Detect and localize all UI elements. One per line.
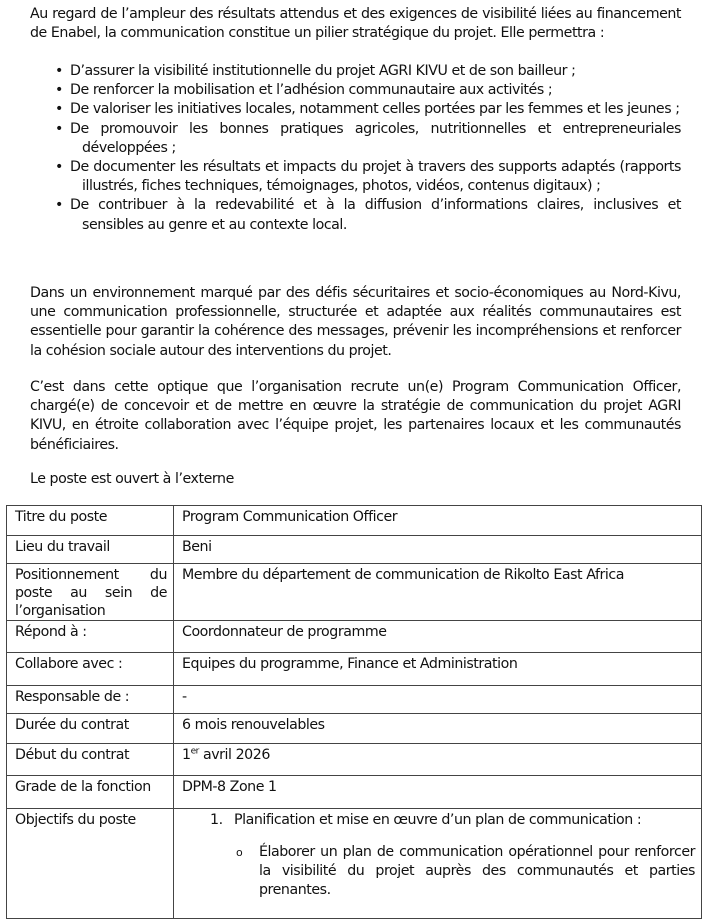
bullet-item: • De contribuer à la redevabilité et à la diffusion d’informations claires, inclusives et sensibles au genre et au contexte local.: [55, 197, 681, 233]
bullet-item: • D’assurer la visibilité institutionnelle du projet AGRI KIVU et de son bailleur ;: [30, 62, 681, 81]
table-row: [7, 621, 702, 653]
bullet-item: • De valoriser les initiatives locales, notamment celles portées par les femmes et les jeunes ;: [30, 100, 681, 119]
intro-paragraph: Au regard de l’ampleur des résultats attendus et des exigences de visibilité liées au financement de Enabel, la communication constitue un pilier stratégique du projet. Elle permettra :: [30, 6, 681, 42]
objectives-bullet-list: [30, 62, 681, 235]
row-value: 1er avril 2026: [174, 744, 702, 776]
context-paragraph: Dans un environnement marqué par des défis sécuritaires et socio-économiques au Nord-Kivu, une communication professionnelle, structurée et adaptée aux réalités communautaires est essentielle pour garantir la cohérence des messages, prévenir les incompréhensions et renforcer la cohésion sociale autour des interventions du projet.: [30, 285, 681, 359]
row-value: Beni: [174, 536, 702, 564]
table-row: [7, 776, 702, 809]
table-row: [7, 564, 702, 621]
bullet-icon: •: [55, 63, 63, 79]
row-label: Début du contrat: [7, 744, 174, 776]
row-label: Durée du contrat: [7, 714, 174, 744]
job-details-table: [6, 505, 702, 919]
row-value-objectives: [174, 809, 702, 919]
bullet-item: • De promouvoir les bonnes pratiques agricoles, nutritionnelles et entrepreneuriales développées ;: [55, 120, 681, 156]
bullet-icon: •: [55, 159, 63, 176]
open-note: Le poste est ouvert à l’externe: [30, 471, 234, 487]
row-label: Répond à :: [7, 621, 174, 653]
bullet-icon: •: [55, 197, 63, 214]
row-value: Coordonnateur de programme: [174, 621, 702, 653]
table-row: [7, 536, 702, 564]
table-row: [7, 506, 702, 536]
circle-bullet-icon: o: [236, 846, 243, 859]
row-label: Responsable de :: [7, 686, 174, 714]
table-row: [7, 714, 702, 744]
objective-title: Planification et mise en œuvre d’un plan de communication :: [234, 812, 642, 828]
row-value: -: [174, 686, 702, 714]
bullet-icon: •: [55, 101, 63, 118]
objective-subitem: o Élaborer un plan de communication opérationnel pour renforcer la visibilité du projet auprès des communautés et parties prenantes.: [236, 844, 695, 898]
row-label: Titre du poste: [7, 506, 174, 536]
objective-number: 1.: [210, 812, 223, 828]
row-label: Positionnement du poste au sein de l’organisation: [7, 564, 174, 621]
row-label: Grade de la fonction: [7, 776, 174, 809]
objective-item: [182, 811, 695, 829]
row-value: Membre du département de communication de Rikolto East Africa: [174, 564, 702, 621]
row-value: 6 mois renouvelables: [174, 714, 702, 744]
row-value: Program Communication Officer: [174, 506, 702, 536]
row-label: Objectifs du poste: [7, 809, 174, 919]
bullet-icon: •: [55, 82, 63, 99]
table-row: [7, 744, 702, 776]
bullet-item: • De documenter les résultats et impacts du projet à travers des supports adaptés (rapports illustrés, fiches techniques, témoignages, photos, vidéos, contenus digitaux) ;: [55, 159, 681, 195]
row-value: DPM-8 Zone 1: [174, 776, 702, 809]
table-row: [7, 809, 702, 919]
row-label: Lieu du travail: [7, 536, 174, 564]
row-value: Equipes du programme, Finance et Administration: [174, 653, 702, 686]
bullet-icon: •: [55, 120, 63, 137]
table-row: [7, 653, 702, 686]
bullet-item: • De renforcer la mobilisation et l’adhésion communautaire aux activités ;: [30, 81, 681, 100]
recruitment-paragraph: C’est dans cette optique que l’organisation recrute un(e) Program Communication Officer, chargé(e) de concevoir et de mettre en œuvre la stratégie de communication du projet AGRI KIVU, en étroite collaboration avec l’équipe projet, les partenaires locaux et les communautés bénéficiaires.: [30, 379, 681, 453]
row-label: Collabore avec :: [7, 653, 174, 686]
table-row: [7, 686, 702, 714]
